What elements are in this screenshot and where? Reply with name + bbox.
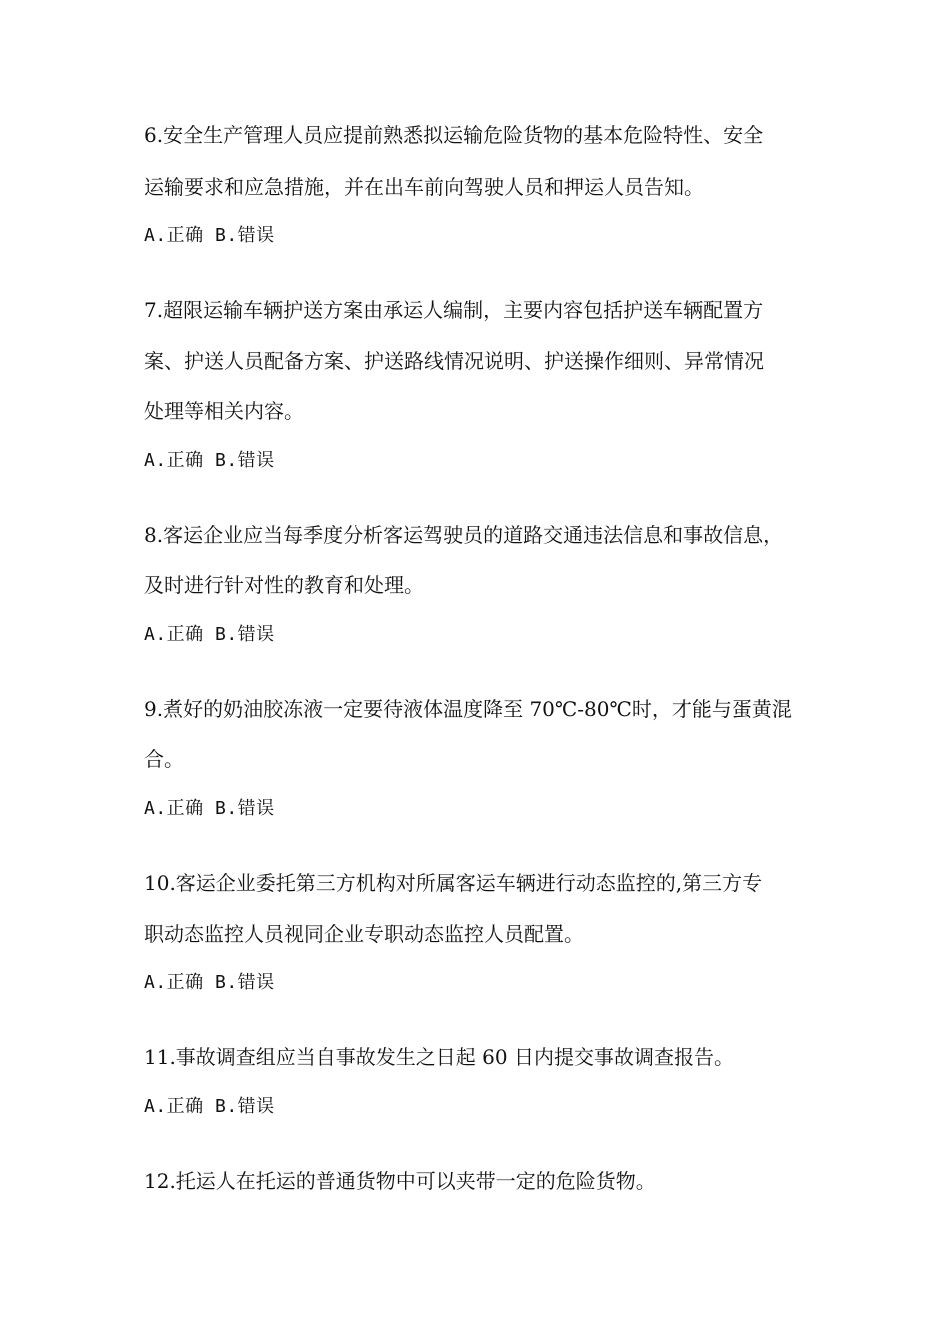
question-10-line-1: 10.客运企业委托第三方机构对所属客运车辆进行动态监控的,第三方专 (144, 871, 763, 895)
question-7-line-1: 7.超限运输车辆护送方案由承运人编制，主要内容包括护送车辆配置方 (144, 298, 764, 322)
question-11-options: A.正确 B.错误 (144, 1096, 275, 1117)
question-7-options: A.正确 B.错误 (144, 450, 275, 471)
question-9-line-2: 合。 (144, 747, 184, 771)
question-8-line-2: 及时进行针对性的教育和处理。 (144, 573, 424, 597)
question-9-options: A.正确 B.错误 (144, 798, 275, 819)
question-6-options: A.正确 B.错误 (144, 225, 275, 246)
question-6-line-1: 6.安全生产管理人员应提前熟悉拟运输危险货物的基本危险特性、安全 (144, 123, 764, 147)
question-11-line-1: 11.事故调查组应当自事故发生之日起 60 日内提交事故调查报告。 (144, 1045, 734, 1069)
question-9-line-1: 9.煮好的奶油胶冻液一定要待液体温度降至 70℃-80℃时，才能与蛋黄混 (144, 697, 792, 721)
question-10-options: A.正确 B.错误 (144, 972, 275, 993)
question-8-options: A.正确 B.错误 (144, 624, 275, 645)
question-6-line-2: 运输要求和应急措施，并在出车前向驾驶人员和押运人员告知。 (144, 175, 704, 199)
question-8-line-1: 8.客运企业应当每季度分析客运驾驶员的道路交通违法信息和事故信息， (144, 523, 784, 547)
question-7-line-2: 案、护送人员配备方案、护送路线情况说明、护送操作细则、异常情况 (144, 349, 764, 373)
question-10-line-2: 职动态监控人员视同企业专职动态监控人员配置。 (144, 922, 584, 946)
question-12-line-1: 12.托运人在托运的普通货物中可以夹带一定的危险货物。 (144, 1169, 656, 1193)
question-7-line-3: 处理等相关内容。 (144, 399, 304, 423)
